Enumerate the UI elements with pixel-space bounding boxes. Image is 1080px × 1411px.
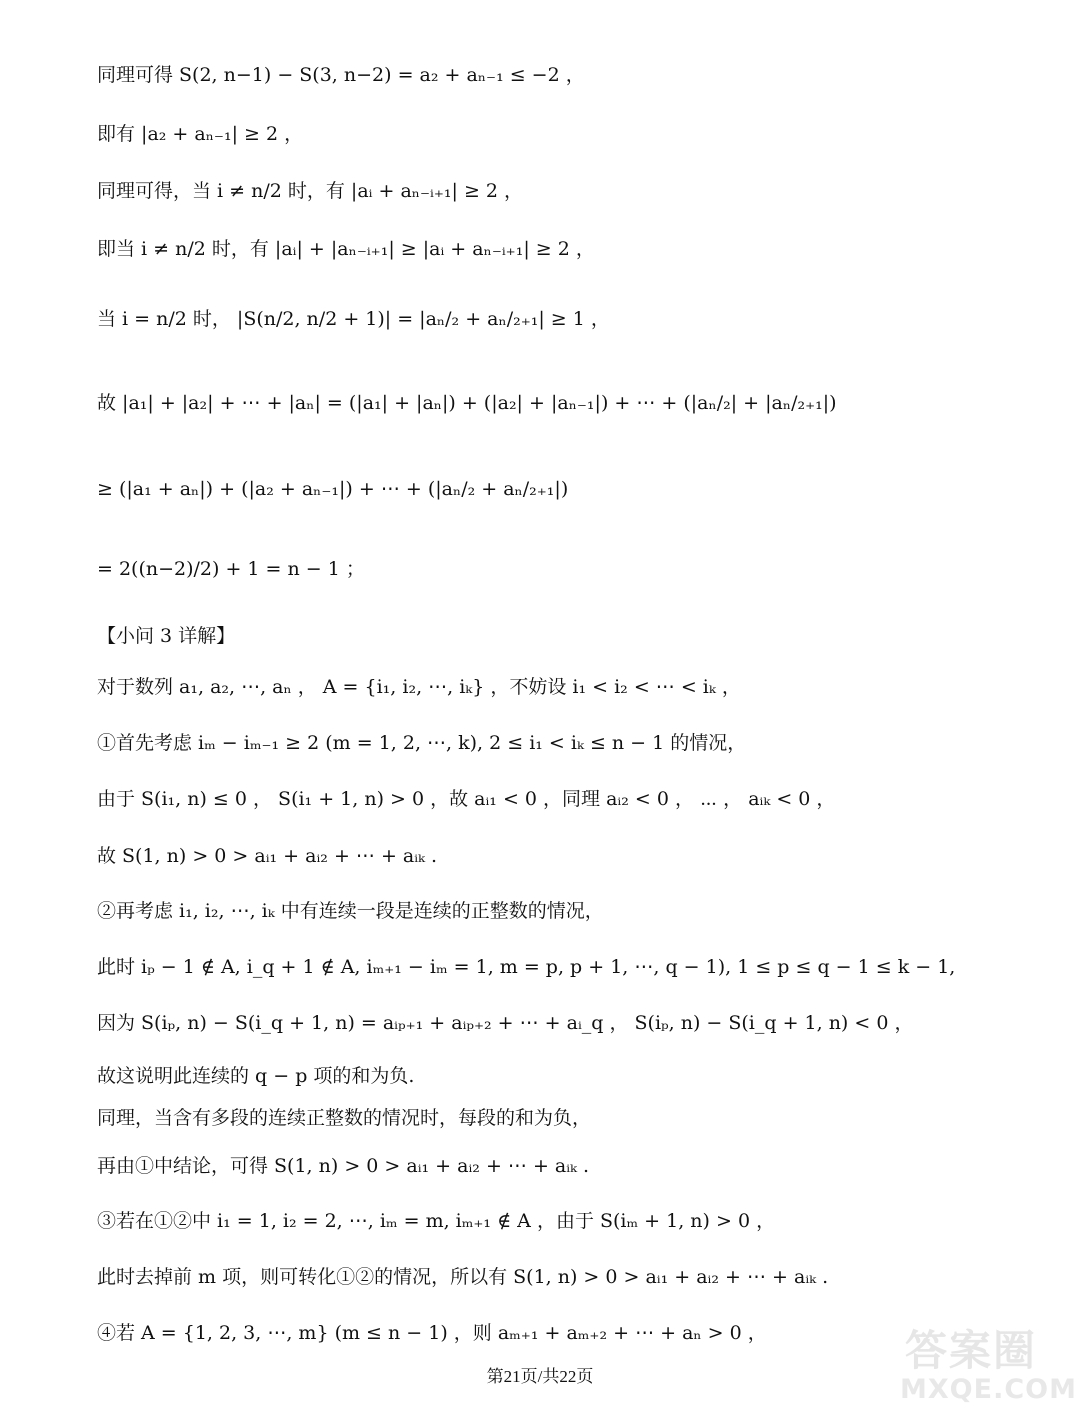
- text-line: 同理可得 S(2, n−1) − S(3, n−2) = a₂ + aₙ₋₁ ≤ −2 ，: [97, 64, 585, 86]
- text-line: ④若 A = {1, 2, 3, ⋯, m} (m ≤ n − 1) ，则 aₘ₊₁ + aₘ₊₂ + ⋯ + aₙ > 0 ，: [97, 1322, 767, 1344]
- text-line: 【小问 3 详解】: [97, 625, 236, 647]
- text-line: 此时去掉前 m 项，则可转化①②的情况，所以有 S(1, n) > 0 > aᵢ₁ + aᵢ₂ + ⋯ + aᵢₖ .: [97, 1266, 829, 1288]
- text-line: 同理可得，当 i ≠ n/2 时，有 |aᵢ + aₙ₋ᵢ₊₁| ≥ 2 ，: [97, 180, 524, 202]
- text-line: 故 |a₁| + |a₂| + ⋯ + |aₙ| = (|a₁| + |aₙ|) + (|a₂| + |aₙ₋₁|) + ⋯ + (|aₙ/₂| + |aₙ/₂₊₁|): [97, 392, 837, 414]
- text-line: 再由①中结论，可得 S(1, n) > 0 > aᵢ₁ + aᵢ₂ + ⋯ + aᵢₖ .: [97, 1155, 590, 1177]
- text-line: ≥ (|a₁ + aₙ|) + (|a₂ + aₙ₋₁|) + ⋯ + (|aₙ/₂ + aₙ/₂₊₁|): [97, 478, 569, 500]
- text-line: 因为 S(iₚ, n) − S(i_q + 1, n) = aᵢₚ₊₁ + aᵢₚ₊₂ + ⋯ + aᵢ_q ， S(iₚ, n) − S(i_q + 1, n) < 0 ，: [97, 1012, 914, 1034]
- text-line: 同理，当含有多段的连续正整数的情况时，每段的和为负，: [97, 1107, 592, 1129]
- text-line: 当 i = n/2 时， |S(n/2, n/2 + 1)| = |aₙ/₂ + aₙ/₂₊₁| ≥ 1 ，: [97, 308, 610, 330]
- text-line: 即当 i ≠ n/2 时，有 |aᵢ| + |aₙ₋ᵢ₊₁| ≥ |aᵢ + aₙ₋ᵢ₊₁| ≥ 2 ，: [97, 238, 595, 260]
- watermark-site-text: MXQE.COM: [900, 1374, 1077, 1405]
- page-footer: 第21页/共22页: [486, 1367, 594, 1386]
- text-line: 对于数列 a₁, a₂, ⋯, aₙ ， A = {i₁, i₂, ⋯, iₖ} ，不妨设 i₁ < i₂ < ⋯ < iₖ ，: [97, 676, 741, 698]
- text-line: = 2((n−2)/2) + 1 = n − 1 ；: [97, 558, 365, 580]
- text-line: 故这说明此连续的 q − p 项的和为负.: [97, 1065, 415, 1087]
- text-line: ③若在①②中 i₁ = 1, i₂ = 2, ⋯, iₘ = m, iₘ₊₁ ∉ A ，由于 S(iₘ + 1, n) > 0 ，: [97, 1210, 776, 1232]
- watermark-logo-text: 答案圈: [905, 1326, 1038, 1375]
- text-line: 此时 iₚ − 1 ∉ A, i_q + 1 ∉ A, iₘ₊₁ − iₘ = 1, m = p, p + 1, ⋯, q − 1), 1 ≤ p ≤ q − 1 ≤ k − 1,: [97, 956, 956, 978]
- text-line: ①首先考虑 iₘ − iₘ₋₁ ≥ 2 (m = 1, 2, ⋯, k), 2 ≤ i₁ < iₖ ≤ n − 1 的情况，: [97, 732, 747, 754]
- text-line: ②再考虑 i₁, i₂, ⋯, iₖ 中有连续一段是连续的正整数的情况，: [97, 900, 604, 922]
- text-line: 由于 S(i₁, n) ≤ 0 ， S(i₁ + 1, n) > 0 ，故 aᵢ₁ < 0 ，同理 aᵢ₂ < 0 ， ⋯ ， aᵢₖ < 0 ，: [97, 788, 836, 810]
- text-line: 故 S(1, n) > 0 > aᵢ₁ + aᵢ₂ + ⋯ + aᵢₖ .: [97, 845, 438, 867]
- text-line: 即有 |a₂ + aₙ₋₁| ≥ 2 ，: [97, 123, 304, 145]
